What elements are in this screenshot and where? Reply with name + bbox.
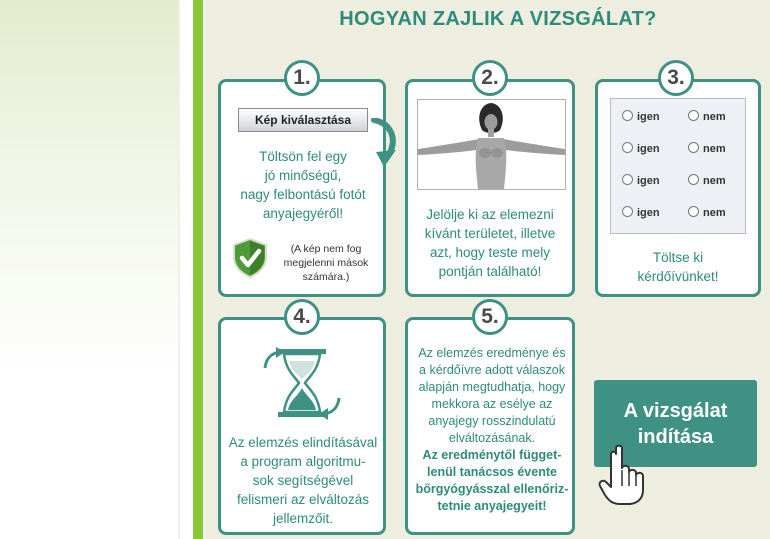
step-2-number: 2. — [472, 60, 508, 96]
sidebar-divider — [178, 0, 180, 539]
step-4-text-line: Az elemzés elindításával — [228, 435, 378, 450]
hourglass-icon — [262, 346, 342, 420]
radio-input[interactable] — [688, 110, 699, 121]
radio-no-3[interactable] — [688, 174, 726, 188]
step-4-text-line: jellemzőit. — [272, 511, 334, 526]
radio-input[interactable] — [688, 142, 699, 153]
step-2-text-line: azt, hogy teste mely — [429, 245, 551, 260]
radio-input[interactable] — [622, 110, 633, 121]
step-1-number: 1. — [284, 60, 320, 96]
radio-no-2[interactable] — [688, 142, 726, 156]
step-4-number: 4. — [284, 299, 320, 335]
step-2-text-line: pontján található! — [438, 264, 542, 279]
step-5-text-line: a kérdőívre adott válaszok — [419, 363, 565, 377]
step-1-text-line: anyajegyéről! — [262, 206, 344, 221]
step-3-text — [599, 248, 757, 286]
step-5-bold-line: tetnie anyajegyeit! — [437, 499, 547, 513]
body-model-figure — [418, 100, 565, 189]
step-1-text-line: nagy felbontású fotót — [240, 187, 366, 202]
radio-label: nem — [703, 143, 726, 155]
radio-no-4[interactable] — [688, 206, 726, 220]
radio-input[interactable] — [688, 174, 699, 185]
radio-yes-4[interactable] — [622, 206, 660, 220]
step-5-bold-line: lenül tanácsos évente — [427, 465, 557, 479]
radio-label: nem — [703, 111, 726, 123]
step-5-text-line: mekkora az esélye az — [431, 397, 553, 411]
radio-label: igen — [637, 175, 660, 187]
step-5-number: 5. — [472, 299, 508, 335]
radio-label: igen — [637, 143, 660, 155]
privacy-note — [276, 242, 376, 284]
step-2-text — [409, 205, 571, 281]
step-5-text-line: Az elemzés eredménye és — [418, 346, 566, 360]
step-4-text-line: sok segítségével — [252, 473, 354, 488]
pointer-hand-icon — [598, 444, 648, 506]
step-4-text — [222, 433, 384, 528]
privacy-note-line: megjelenni mások — [283, 257, 369, 269]
step-2-text-line: Jelölje ki az elemezni — [426, 207, 554, 222]
step-4-text-line: a program algoritmu- — [240, 454, 366, 469]
step-5-bold-line: bőrgyógyásszal ellenőriz- — [415, 482, 569, 496]
step-1-text — [222, 147, 384, 223]
choose-image-button[interactable]: Kép kiválasztása — [238, 108, 368, 132]
radio-input[interactable] — [688, 206, 699, 217]
radio-label: nem — [703, 207, 726, 219]
start-button-line-1: A vizsgálat — [623, 399, 728, 422]
step-5-text — [410, 345, 574, 515]
radio-label: igen — [637, 111, 660, 123]
shield-check-icon — [232, 238, 268, 278]
radio-no-1[interactable] — [688, 110, 726, 124]
radio-label: nem — [703, 175, 726, 187]
step-3-text-line: Töltse ki — [652, 250, 704, 265]
step-2-text-line: kívánt területet, illetve — [424, 226, 556, 241]
start-button-line-2: indítása — [637, 425, 714, 448]
page-title: HOGYAN ZAJLIK A VIZSGÁLAT? — [339, 8, 657, 30]
privacy-note-line: (A kép nem fog — [290, 243, 362, 255]
radio-yes-3[interactable] — [622, 174, 660, 188]
radio-input[interactable] — [622, 206, 633, 217]
step-1-text-line: jó minőségű, — [264, 168, 342, 183]
step-3-number: 3. — [658, 60, 694, 96]
left-sidebar — [0, 0, 178, 539]
radio-yes-1[interactable] — [622, 110, 660, 124]
step-5-text-line: elváltozásának. — [448, 431, 536, 445]
step-5-text-line: alapján megtudhatja, hogy — [418, 380, 566, 394]
step-4-text-line: felismeri az elváltozás — [236, 492, 370, 507]
body-model-image[interactable] — [417, 99, 566, 190]
step-5-bold-line: Az eredménytől függet- — [422, 448, 562, 462]
green-accent-bar — [193, 0, 203, 539]
radio-input[interactable] — [622, 174, 633, 185]
privacy-note-line: számára.) — [302, 271, 350, 283]
step-1-text-line: Töltsön fel egy — [259, 149, 347, 164]
radio-label: igen — [637, 207, 660, 219]
step-3-text-line: kérdőívünket! — [637, 269, 719, 284]
radio-input[interactable] — [622, 142, 633, 153]
radio-yes-2[interactable] — [622, 142, 660, 156]
step-5-text-line: anyajegy rosszindulatú — [428, 414, 556, 428]
